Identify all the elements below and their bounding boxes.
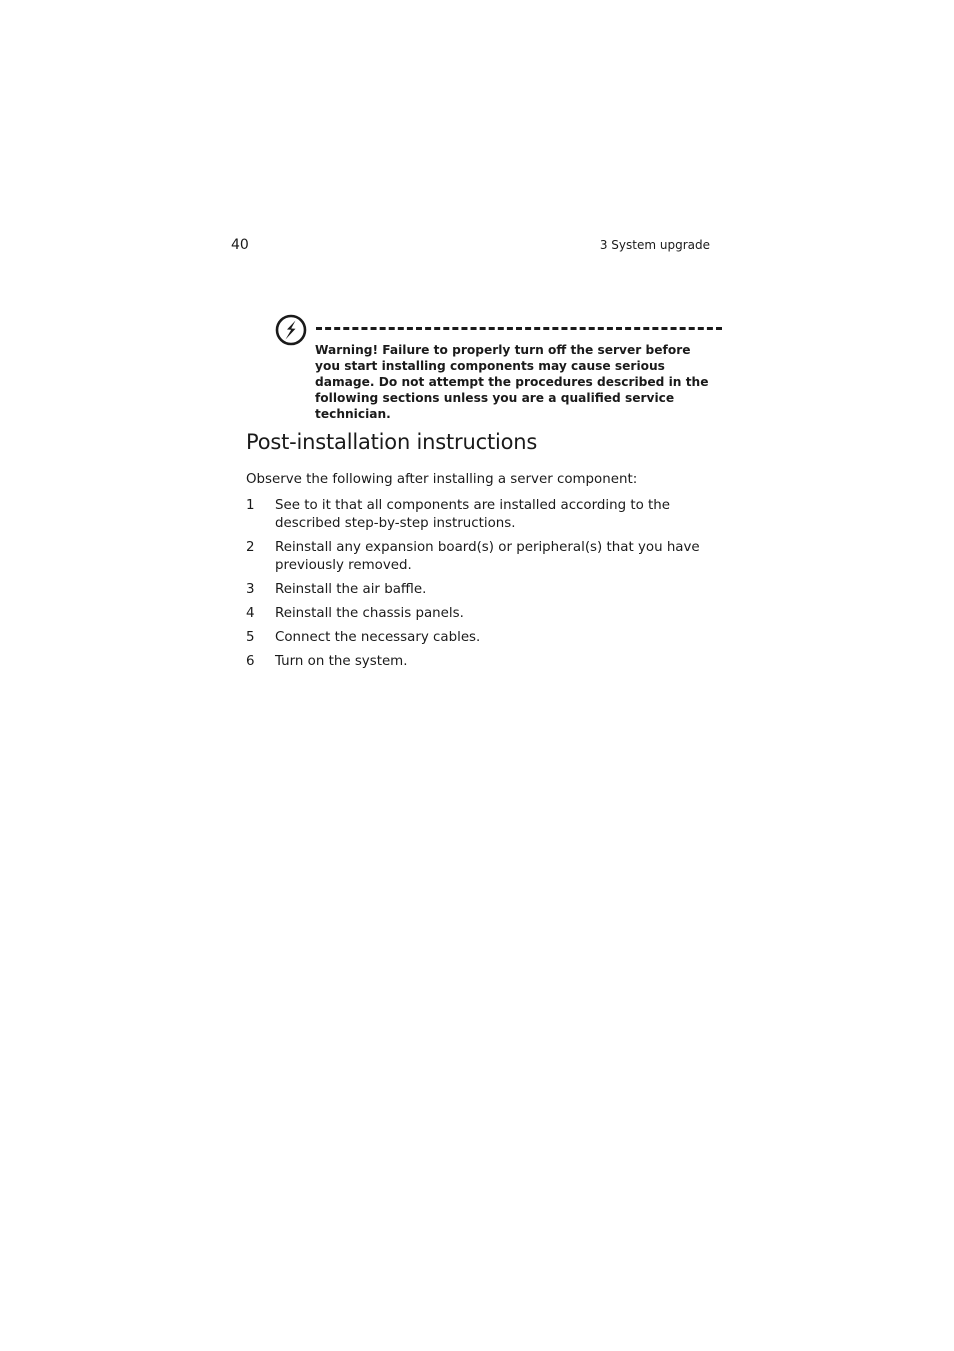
page-number: 40	[231, 237, 249, 253]
step-item	[246, 653, 716, 671]
step-number: 4	[246, 606, 255, 621]
step-number: 2	[246, 540, 255, 555]
step-text: Reinstall the chassis panels.	[275, 606, 464, 621]
step-number: 1	[246, 498, 255, 513]
running-header: 3 System upgrade	[599, 238, 710, 252]
step-item	[246, 605, 716, 623]
step-number: 3	[246, 582, 255, 597]
warning-text: Warning! Failure to properly turn off the server before you start installing components may cause serious damage. Do not attempt the procedures described in the following sections unless you are a qualified service technician.	[315, 343, 709, 421]
section-intro: Observe the following after installing a server component:	[246, 472, 638, 487]
step-text: Connect the necessary cables.	[275, 630, 481, 645]
section-title: Post-installation instructions	[246, 430, 538, 454]
warning-lightning-icon	[275, 314, 307, 346]
step-item	[246, 629, 716, 647]
step-number: 5	[246, 630, 255, 645]
step-text: See to it that all components are installed according to the described step-by-step instructions.	[275, 498, 671, 531]
step-text: Reinstall any expansion board(s) or peripheral(s) that you have previously removed.	[275, 540, 700, 573]
step-text: Reinstall the air baffle.	[275, 582, 427, 597]
step-item	[246, 539, 716, 575]
warning-divider	[316, 327, 722, 330]
step-text: Turn on the system.	[275, 654, 408, 669]
step-item	[246, 581, 716, 599]
step-item	[246, 497, 716, 533]
step-number: 6	[246, 654, 255, 669]
step-list	[246, 497, 716, 677]
